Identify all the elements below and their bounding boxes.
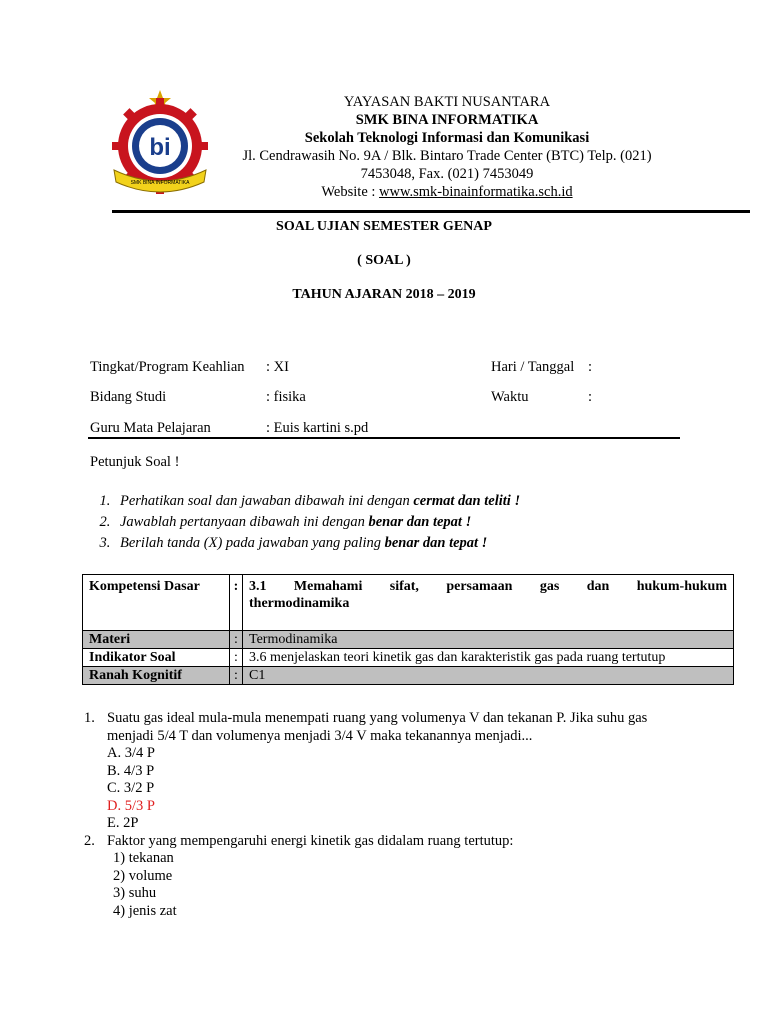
address-line-2: 7453048, Fax. (021) 7453049 [360, 166, 534, 182]
kompetensi-line-2: thermodinamika [249, 596, 350, 611]
address-line-1: Jl. Cendrawasih No. 9A / Blk. Bintaro Trade Center (BTC) Telp. (021) [242, 148, 652, 164]
ranah-value: C1 [243, 667, 734, 685]
bidang-label: Bidang Studi [90, 389, 167, 405]
answer-option: C. 3/2 P [107, 780, 155, 796]
school-subtitle: Sekolah Teknologi Informasi dan Komunikasi [304, 130, 590, 146]
instruction-text: Perhatikan soal dan jawaban dibawah ini dengan [120, 493, 414, 509]
question-text-line: Faktor yang mempengaruhi energi kinetik gas didalam ruang tertutup: [107, 832, 514, 849]
guru-value: : Euis kartini s.pd [266, 420, 369, 436]
instruction-item [114, 533, 754, 554]
website-line [230, 183, 664, 201]
materi-label: Materi [83, 631, 230, 649]
table-row [83, 649, 734, 667]
tingkat-label: Tingkat/Program Keahlian [90, 359, 245, 375]
instruction-emphasis: cermat dan teliti ! [413, 493, 521, 509]
question-subitem: 1) tekanan [113, 850, 174, 866]
foundation-name: YAYASAN BAKTI NUSANTARA [343, 94, 551, 110]
question-number: 2. [84, 832, 95, 849]
header-divider [112, 210, 750, 213]
question-text-line: menjadi 5/4 T dan volumenya menjadi 3/4 V maka tekanannya menjadi... [107, 727, 533, 744]
instruction-text: Berilah tanda (X) pada jawaban yang paling [120, 535, 385, 551]
instruction-item [114, 491, 754, 512]
waktu-value: : [588, 389, 593, 405]
kompetensi-label: Kompetensi Dasar [83, 575, 230, 631]
bidang-value: : fisika [266, 389, 306, 405]
info-divider [88, 437, 680, 439]
kompetensi-value [243, 575, 734, 631]
instruction-emphasis: benar dan tepat ! [368, 514, 472, 530]
exam-title: SOAL UJIAN SEMESTER GENAP [276, 219, 492, 234]
competency-table [82, 574, 734, 685]
logo-mark: bi [149, 134, 171, 161]
table-row [83, 667, 734, 685]
question-text-line: Suatu gas ideal mula-mula menempati ruang yang volumenya V dan tekanan P. Jika suhu gas [107, 710, 648, 726]
instruction-item [114, 512, 754, 533]
exam-year: TAHUN AJARAN 2018 – 2019 [292, 287, 476, 302]
question-subitem: 4) jenis zat [113, 902, 177, 919]
answer-option: E. 2P [107, 815, 139, 831]
hari-label: Hari / Tanggal [491, 359, 575, 375]
answer-option: B. 4/3 P [107, 762, 155, 779]
ranah-label: Ranah Kognitif [83, 667, 230, 685]
table-row [83, 575, 734, 631]
petunjuk-title: Petunjuk Soal ! [90, 454, 180, 470]
indikator-value: 3.6 menjelaskan teori kinetik gas dan karakteristik gas pada ruang tertutup [243, 649, 734, 667]
indikator-colon: : [230, 649, 243, 667]
instruction-list [90, 491, 754, 554]
question-number: 1. [84, 710, 95, 726]
school-name: SMK BINA INFORMATIKA [355, 112, 539, 128]
question-list [84, 710, 724, 920]
instruction-emphasis: benar dan tepat ! [384, 535, 488, 551]
school-logo [100, 88, 220, 196]
exam-type: ( SOAL ) [357, 253, 411, 268]
website-label: Website : [321, 184, 380, 200]
kompetensi-line-1: 3.1 Memahami sifat, persamaan gas dan hukum-hukum [249, 579, 727, 594]
question-1 [84, 710, 724, 745]
answer-option: A. 3/4 P [107, 745, 155, 761]
instruction-text: Jawablah pertanyaan dibawah ini dengan [120, 514, 369, 530]
table-row [83, 631, 734, 649]
logo-ribbon-text: SMK BINA INFORMATIKA [130, 180, 190, 186]
question-subitem: 2) volume [113, 867, 173, 884]
tingkat-value: : XI [266, 359, 289, 375]
answer-option-highlighted: D. 5/3 P [107, 797, 155, 814]
waktu-label: Waktu [491, 389, 529, 405]
question-2 [84, 833, 724, 851]
question-subitem: 3) suhu [113, 885, 157, 901]
website-link[interactable]: www.smk-binainformatika.sch.id [379, 184, 573, 200]
guru-label: Guru Mata Pelajaran [90, 420, 211, 436]
indikator-label: Indikator Soal [83, 649, 230, 667]
hari-value: : [588, 359, 593, 375]
materi-colon: : [230, 631, 243, 649]
kompetensi-colon: : [230, 575, 243, 631]
ranah-colon: : [230, 667, 243, 685]
materi-value: Termodinamika [243, 631, 734, 649]
